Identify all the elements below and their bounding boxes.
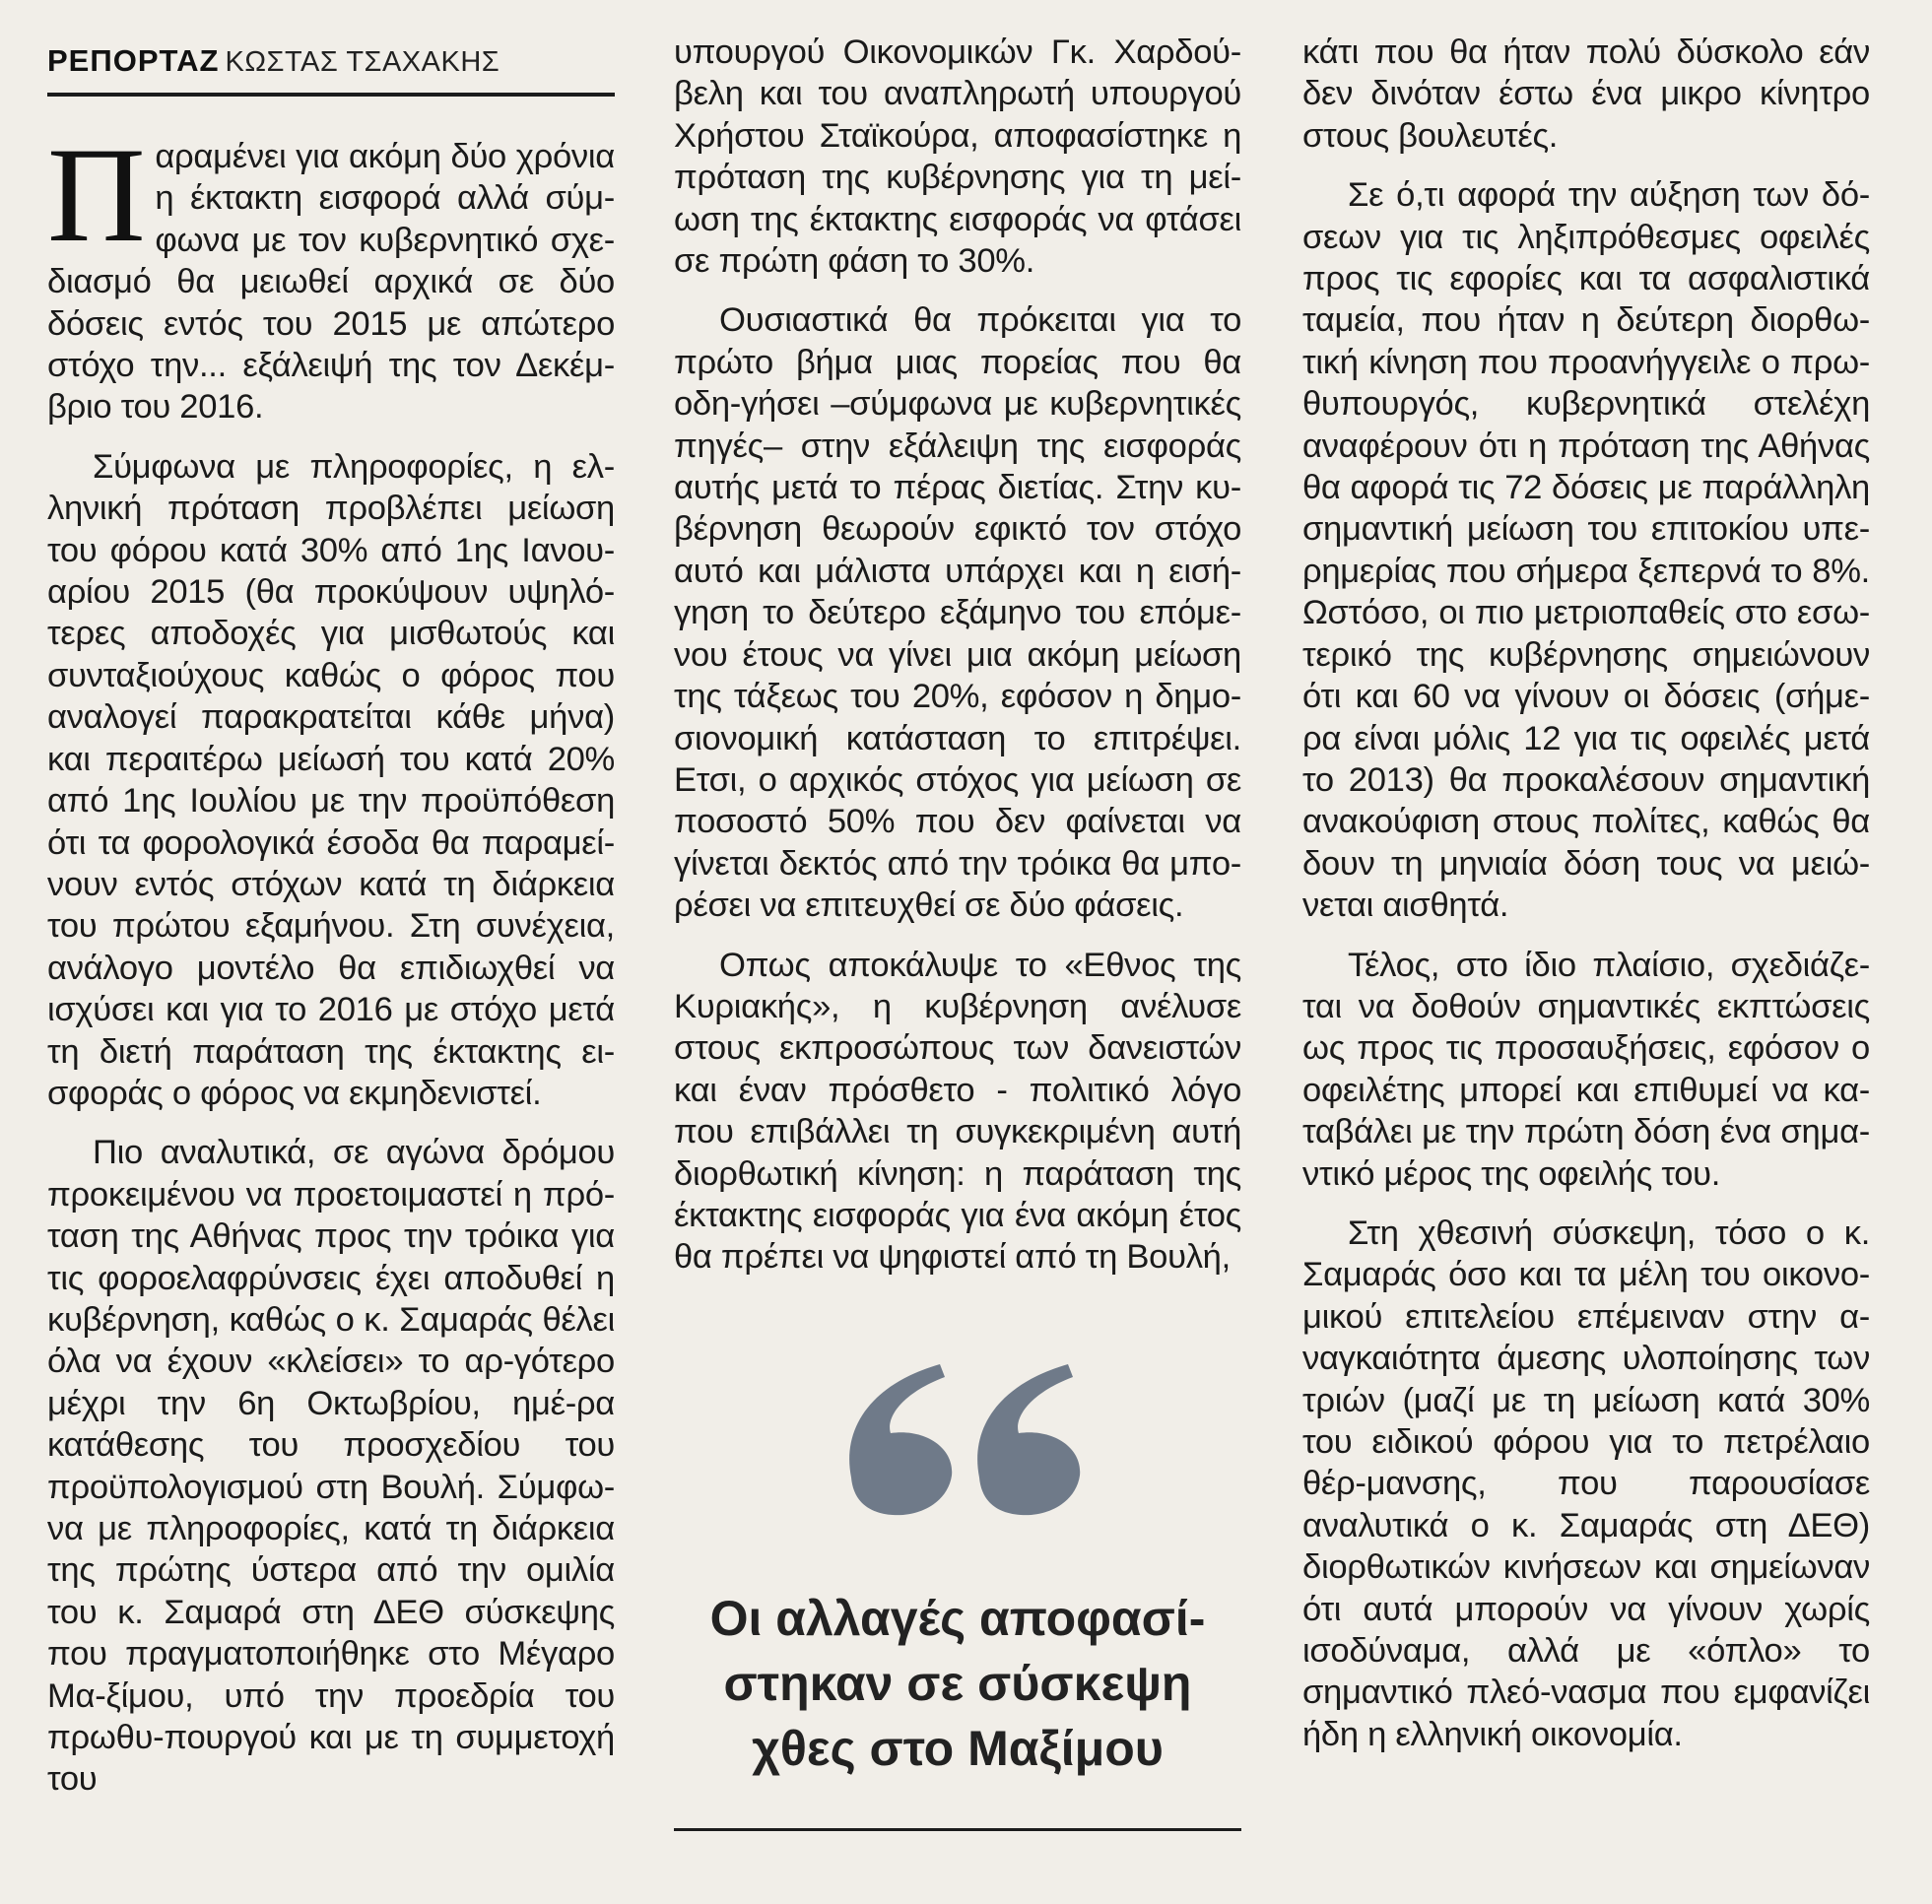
paragraph: Σε ό,τι αφορά την αύξηση των δό-σεων για τις ληξιπρόθεσμες οφειλές προς τις εφορίες και τα ασφαλιστικά ταμεία, που ήταν η δεύτερη διορθω-τική κίνηση που προανήγγειλε ο πρω-θυπουργός, κυβερνητικά στελέχη αναφέρουν ότι η πρόταση της Αθήνας θα αφορά τις 72 δόσεις με παράλληλη σημαντική μείωση του επιτοκίου υπε-ρημερίας που σήμερα ξεπερνά το 8%. Ωστόσο, οι πιο μετριοπαθείς στο εσω-τερικό της κυβέρνησης σημειώνουν ότι και 60 να γίνουν οι δόσεις (σήμε-ρα είναι μόλις 12 για τις οφειλές μετά το 2013) θα προκαλέσουν σημαντική ανακούφιση στους πολίτες, καθώς θα δουν τη μηνιαία δόση τους να μειώ-νεται αισθητά. — [1302, 176, 1870, 925]
author-byline: ΚΩΣΤΑΣ ΤΣΑΧΑΚΗΣ — [225, 46, 500, 78]
paragraph: κάτι που θα ήταν πολύ δύσκολο εάν δεν δινόταν έστω ένα μικρο κίνητρο στους βουλευτές. — [1302, 33, 1870, 155]
paragraph: Στη χθεσινή σύσκεψη, τόσο ο κ. Σαμαράς όσο και τα μέλη του οικονο-μικού επιτελείου επέμειναν στην α-ναγκαιότητα άμεσης υλοποίησης των τριών (μαζί με τη μείωση κατά 30% του ειδικού φόρου για το πετρέλαιο θέρ-μανσης, που παρουσίασε αναλυτικά ο κ. Σαμαράς στη ΔΕΘ) διορθωτικών κινήσεων και σημείωναν ότι αυτά μπορούν να γίνουν χωρίς ισοδύναμα, αλλά με «όπλο» το σημαντικό πλεό-νασμα που εμφανίζει ήδη η ελληνική οικονομία. — [1302, 1214, 1870, 1753]
section-rubric: ΡΕΠΟΡΤΑΖ — [47, 43, 220, 78]
pull-quote — [674, 1379, 1241, 1852]
paragraph-text: αραμένει για ακόμη δύο χρόνια η έκτακτη εισφορά αλλά σύμ-φωνα με τον κυβερνητικό σχε-διασμό θα μειωθεί αρχικά σε δύο δόσεις εντός του 2015 με απώτερο στόχο την... εξάλειψή της τον Δεκέμ-βριο του 2016. — [47, 138, 615, 427]
pull-quote-text: Οι αλλαγές αποφασί-στηκαν σε σύσκεψη χθες στο Μαξίμου — [709, 1591, 1206, 1776]
paragraph: Οπως αποκάλυψε το «Εθνος της Κυριακής», η κυβέρνηση ανέλυσε στους εκπροσώπους των δανειστών και έναν πρόσθετο - πολιτικό λόγο που επιβάλλει τη συγκεκριμένη αυτή διορθωτική κίνηση: η παράταση της έκτακτης εισφοράς για ένα ακόμη έτος θα πρέπει να ψηφιστεί από τη Βουλή, — [674, 946, 1241, 1277]
article-column-3 — [1302, 32, 1870, 1755]
article-header — [47, 43, 615, 97]
lead-paragraph — [47, 119, 615, 428]
quotation-mark-icon — [832, 1359, 1107, 1517]
paragraph: υπουργού Οικονομικών Γκ. Χαρδού-βελη και του αναπληρωτή υπουργού Χρήστου Σταϊκούρα, αποφασίστηκε η πρόταση της κυβέρνησης για τη μεί-ωση της έκτακτης εισφοράς να φτάσει σε πρώτη φάση το 30%. — [674, 33, 1241, 281]
paragraph: Σύμφωνα με πληροφορίες, η ελ-ληνική πρόταση προβλέπει μείωση του φόρου κατά 30% από 1ης Ιανου-αρίου 2015 (θα προκύψουν υψηλό-τερες αποδοχές για μισθωτούς και συνταξιούχους καθώς ο φόρος που αναλογεί παρακρατείται κάθε μήνα) και περαιτέρω μείωσή του κατά 20% από 1ης Ιουλίου με την προϋπόθεση ότι τα φορολογικά έσοδα θα παραμεί-νουν εντός στόχων κατά τη διάρκεια του πρώτου εξαμήνου. Στη συνέχεια, ανάλογο μοντέλο θα επιδιωχθεί να ισχύσει και για το 2016 με στόχο μετά τη διετή παράταση της έκτακτης ει-σφοράς ο φόρος να εκμηδενιστεί. — [47, 447, 615, 1112]
paragraph: Ουσιαστικά θα πρόκειται για το πρώτο βήμα μιας πορείας που θα οδη-γήσει –σύμφωνα με κυβερνητικές πηγές– στην εξάλειψη της εισφοράς αυτής μετά το πέρας διετίας. Στην κυ-βέρνηση θεωρούν εφικτό τον στόχο αυτό και μάλιστα υπάρχει και η εισή-γηση το δεύτερο εξάμηνο του επόμε-νου έτους να γίνει μια ακόμη μείωση της τάξεως του 20%, εφόσον η δημο-σιονομική κατάσταση το επιτρέψει. Ετσι, ο αρχικός στόχος για μείωση σε ποσοστό 50% που δεν φαίνεται να γίνεται δεκτός από την τρόικα θα μπο-ρέσει να επιτευχθεί σε δύο φάσεις. — [674, 301, 1241, 925]
drop-cap: Π — [47, 119, 146, 270]
divider — [674, 1828, 1241, 1831]
article-column-1 — [47, 119, 615, 1801]
paragraph: Τέλος, στο ίδιο πλαίσιο, σχεδιάζε-ται να δοθούν σημαντικές εκπτώσεις ως προς τις προσαυξήσεις, εφόσον ο οφειλέτης μπορεί και επιθυμεί να κα-ταβάλει με την πρώτη δόση ένα σημα-ντικό μέρος της οφειλής του. — [1302, 946, 1870, 1193]
article-column-2 — [674, 32, 1241, 1279]
paragraph: Πιο αναλυτικά, σε αγώνα δρόμου προκειμένου να προετοιμαστεί η πρό-ταση της Αθήνας προς την τρόικα για τις φοροελαφρύνσεις έχει αποδυθεί η κυβέρνηση, καθώς ο κ. Σαμαράς θέλει όλα να έχουν «κλείσει» το αρ-γότερο μέχρι την 6η Οκτωβρίου, ημέ-ρα κατάθεσης του προσχεδίου του προϋπολογισμού στη Βουλή. Σύμφω-να με πληροφορίες, κατά τη διάρκεια της πρώτης ύστερα από την ομιλία του κ. Σαμαρά στη ΔΕΘ σύσκεψης που πραγματοποιήθηκε στο Μέγαρο Μα-ξίμου, υπό την προεδρία του πρωθυ-πουργού και με τη συμμετοχή του — [47, 1134, 615, 1799]
